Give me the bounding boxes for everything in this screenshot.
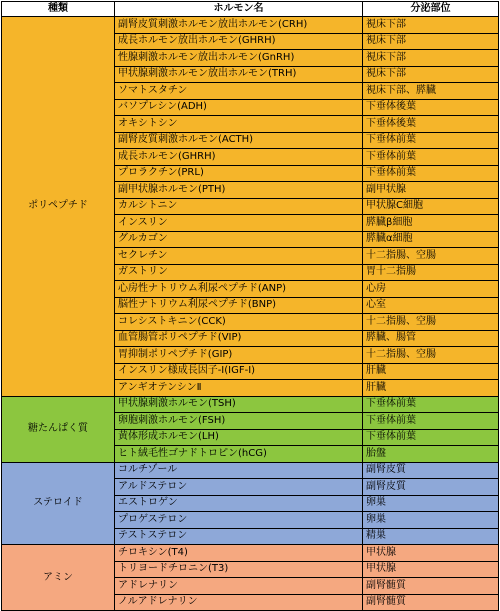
secretion-site-cell: 卵巣: [363, 512, 499, 529]
secretion-site-cell: 精巣: [363, 528, 499, 545]
secretion-site-cell: 視床下部: [363, 66, 499, 83]
secretion-site-cell: 下垂体前葉: [363, 165, 499, 182]
secretion-site-cell: 十二指腸、空腸: [363, 314, 499, 331]
hormone-name-cell: ソマトスタチン: [115, 83, 363, 100]
secretion-site-cell: 甲状腺C細胞: [363, 198, 499, 215]
hormone-name-cell: セクレチン: [115, 248, 363, 265]
hormone-name-cell: 副腎皮質刺激ホルモン放出ホルモン(CRH): [115, 17, 363, 34]
hormone-name-cell: 甲状腺刺激ホルモン放出ホルモン(TRH): [115, 66, 363, 83]
hormone-name-cell: アドレナリン: [115, 578, 363, 595]
group-type-cell: 糖たんぱく質: [2, 396, 115, 462]
secretion-site-cell: 心房: [363, 281, 499, 298]
secretion-site-cell: 副腎髄質: [363, 594, 499, 611]
hormone-name-cell: ノルアドレナリン: [115, 594, 363, 611]
secretion-site-cell: 下垂体前葉: [363, 132, 499, 149]
secretion-site-cell: 肝臓: [363, 363, 499, 380]
header-hormone-name: ホルモン名: [115, 2, 363, 17]
header-secretion-site: 分泌部位: [363, 2, 499, 17]
hormone-name-cell: トリヨードチロニン(T3): [115, 561, 363, 578]
hormone-name-cell: プロゲステロン: [115, 512, 363, 529]
hormone-name-cell: インスリン: [115, 215, 363, 232]
secretion-site-cell: 胎盤: [363, 446, 499, 463]
secretion-site-cell: 副甲状腺: [363, 182, 499, 199]
secretion-site-cell: 副腎皮質: [363, 462, 499, 479]
secretion-site-cell: 副腎皮質: [363, 479, 499, 496]
hormone-name-cell: アルドステロン: [115, 479, 363, 496]
secretion-site-cell: 十二指腸、空腸: [363, 347, 499, 364]
group-type-cell: ポリペプチド: [2, 17, 115, 397]
secretion-site-cell: 下垂体後葉: [363, 116, 499, 133]
table-row: [2, 462, 499, 479]
hormone-name-cell: 性腺刺激ホルモン放出ホルモン(GnRH): [115, 50, 363, 67]
secretion-site-cell: 十二指腸、空腸: [363, 248, 499, 265]
hormone-table: [1, 1, 499, 611]
hormone-name-cell: カルシトニン: [115, 198, 363, 215]
secretion-site-cell: 膵臓、腸管: [363, 330, 499, 347]
secretion-site-cell: 視床下部: [363, 33, 499, 50]
secretion-site-cell: 下垂体前葉: [363, 429, 499, 446]
hormone-name-cell: 副甲状腺ホルモン(PTH): [115, 182, 363, 199]
hormone-name-cell: プロラクチン(PRL): [115, 165, 363, 182]
hormone-name-cell: 成長ホルモン放出ホルモン(GHRH): [115, 33, 363, 50]
table-row: [2, 17, 499, 34]
secretion-site-cell: 下垂体前葉: [363, 396, 499, 413]
hormone-name-cell: インスリン様成長因子-Ⅰ(IGF-Ⅰ): [115, 363, 363, 380]
secretion-site-cell: 下垂体後葉: [363, 99, 499, 116]
hormone-name-cell: 黄体形成ホルモン(LH): [115, 429, 363, 446]
table-row: [2, 396, 499, 413]
hormone-name-cell: 副腎皮質刺激ホルモン(ACTH): [115, 132, 363, 149]
secretion-site-cell: 視床下部: [363, 17, 499, 34]
hormone-name-cell: アンギオテンシンⅡ: [115, 380, 363, 397]
hormone-name-cell: コルチゾール: [115, 462, 363, 479]
secretion-site-cell: 視床下部: [363, 50, 499, 67]
secretion-site-cell: 下垂体前葉: [363, 413, 499, 430]
hormone-table-sheet: [1, 1, 498, 611]
group-type-cell: ステロイド: [2, 462, 115, 545]
header-type: 種類: [2, 2, 115, 17]
hormone-name-cell: ヒト絨毛性ゴナドトロピン(hCG): [115, 446, 363, 463]
secretion-site-cell: 心室: [363, 297, 499, 314]
secretion-site-cell: 胃十二指腸: [363, 264, 499, 281]
hormone-name-cell: 脳性ナトリウム利尿ペプチド(BNP): [115, 297, 363, 314]
hormone-name-cell: コレシストキニン(CCK): [115, 314, 363, 331]
hormone-name-cell: テストステロン: [115, 528, 363, 545]
hormone-name-cell: 心房性ナトリウム利尿ペプチド(ANP): [115, 281, 363, 298]
hormone-name-cell: エストロゲン: [115, 495, 363, 512]
hormone-name-cell: 成長ホルモン(GHRH): [115, 149, 363, 166]
hormone-name-cell: バソプレシン(ADH): [115, 99, 363, 116]
header-row: [2, 2, 499, 17]
secretion-site-cell: 下垂体前葉: [363, 149, 499, 166]
table-row: [2, 545, 499, 562]
hormone-name-cell: 胃抑制ポリペプチド(GIP): [115, 347, 363, 364]
hormone-name-cell: 卵胞刺激ホルモン(FSH): [115, 413, 363, 430]
secretion-site-cell: 膵臓α細胞: [363, 231, 499, 248]
hormone-name-cell: 血管腸管ポリペプチド(VIP): [115, 330, 363, 347]
secretion-site-cell: 肝臓: [363, 380, 499, 397]
group-type-cell: アミン: [2, 545, 115, 611]
hormone-name-cell: 甲状腺刺激ホルモン(TSH): [115, 396, 363, 413]
table-body: [2, 17, 499, 611]
secretion-site-cell: 副腎髄質: [363, 578, 499, 595]
secretion-site-cell: 甲状腺: [363, 561, 499, 578]
hormone-name-cell: グルカゴン: [115, 231, 363, 248]
hormone-name-cell: ガストリン: [115, 264, 363, 281]
secretion-site-cell: 卵巣: [363, 495, 499, 512]
hormone-name-cell: チロキシン(T4): [115, 545, 363, 562]
secretion-site-cell: 視床下部、膵臓: [363, 83, 499, 100]
secretion-site-cell: 甲状腺: [363, 545, 499, 562]
hormone-name-cell: オキシトシン: [115, 116, 363, 133]
secretion-site-cell: 膵臓β細胞: [363, 215, 499, 232]
